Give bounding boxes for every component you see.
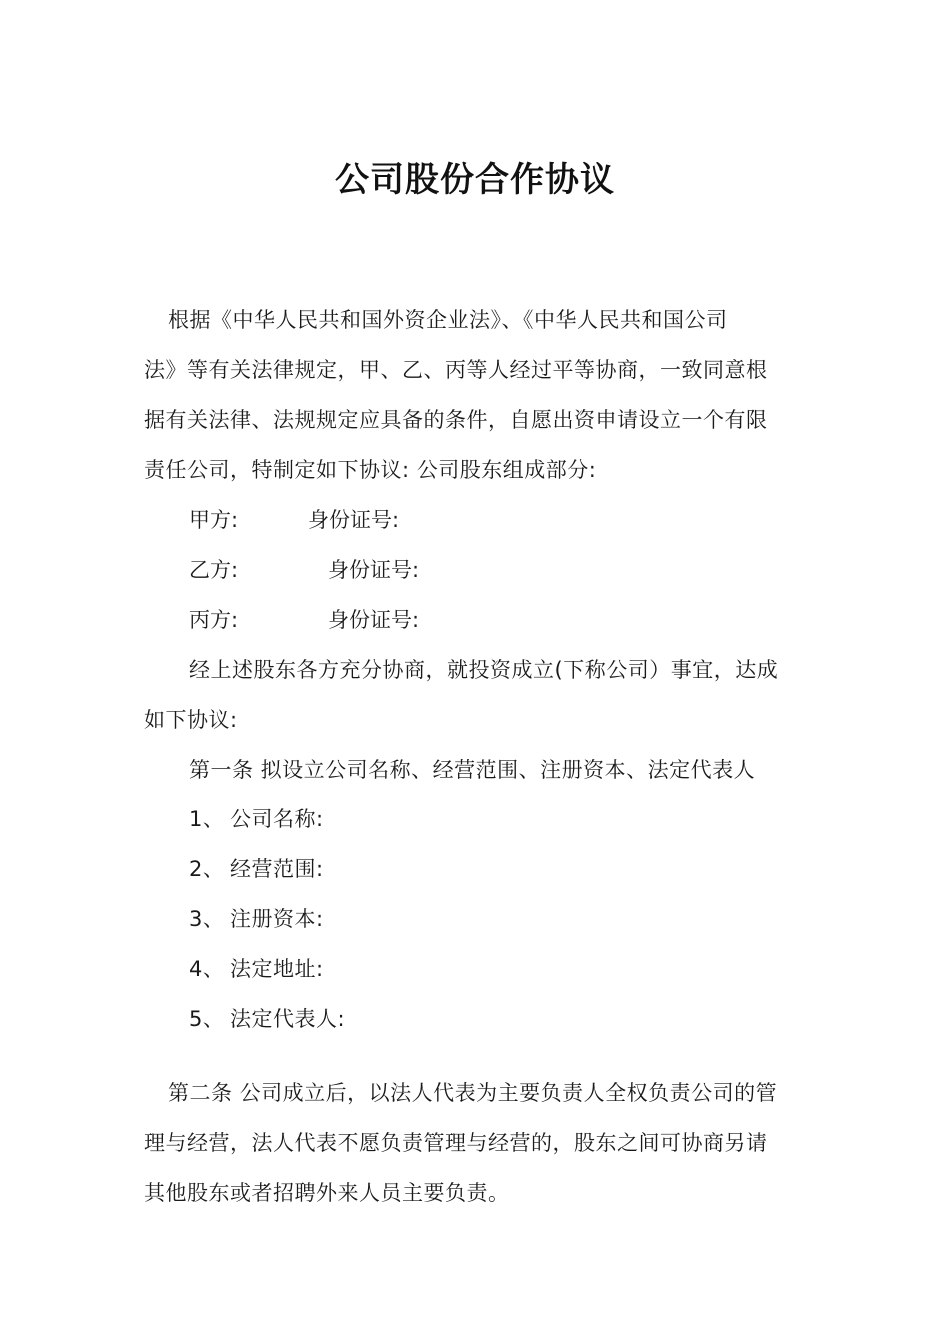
party-a-label: 甲方: [189,508,239,532]
article-2-line-1: 第二条 公司成立后，以法人代表为主要负责人全权负责公司的管 [168,1081,778,1105]
party-b-label: 乙方: [189,558,239,582]
article-1-item-4-text: 法定地址: [230,957,324,981]
article-1-item-4-num: 4、 [189,957,225,981]
intro-line-1: 根据《中华人民共和国外资企业法》、《中华人民共和国公司 [168,308,728,332]
article-1-item-2-num: 2、 [189,857,225,881]
article-2-line-3: 其他股东或者招聘外来人员主要负责。 [144,1181,510,1205]
article-1-heading: 第一条 拟设立公司名称、经营范围、注册资本、法定代表人 [189,758,756,782]
intro-line-3: 据有关法律、法规规定应具备的条件，自愿出资申请设立一个有限 [144,408,768,432]
article-1-item-2-text: 经营范围: [230,857,324,881]
document-title: 公司股份合作协议 [335,160,615,200]
consensus-line-2: 如下协议: [144,708,238,732]
party-a-id-label: 身份证号: [308,508,400,532]
intro-line-4: 责任公司，特制定如下协议: 公司股东组成部分: [144,458,597,482]
party-c-label: 丙方: [189,608,239,632]
party-b-id-label: 身份证号: [328,558,420,582]
consensus-line-1: 经上述股东各方充分协商，就投资成立(下称公司）事宜，达成 [189,658,779,682]
article-1-item-3-text: 注册资本: [230,907,324,931]
article-1-item-1-num: 1、 [189,807,225,831]
article-2-line-2: 理与经营，法人代表不愿负责管理与经营的，股东之间可协商另请 [144,1131,768,1155]
article-1-item-5-text: 法定代表人: [230,1007,346,1031]
article-1-item-3-num: 3、 [189,907,225,931]
intro-line-2: 法》等有关法律规定，甲、乙、丙等人经过平等协商，一致同意根 [144,358,768,382]
article-1-item-1-text: 公司名称: [230,807,324,831]
party-c-id-label: 身份证号: [328,608,420,632]
article-1-item-5-num: 5、 [189,1007,225,1031]
